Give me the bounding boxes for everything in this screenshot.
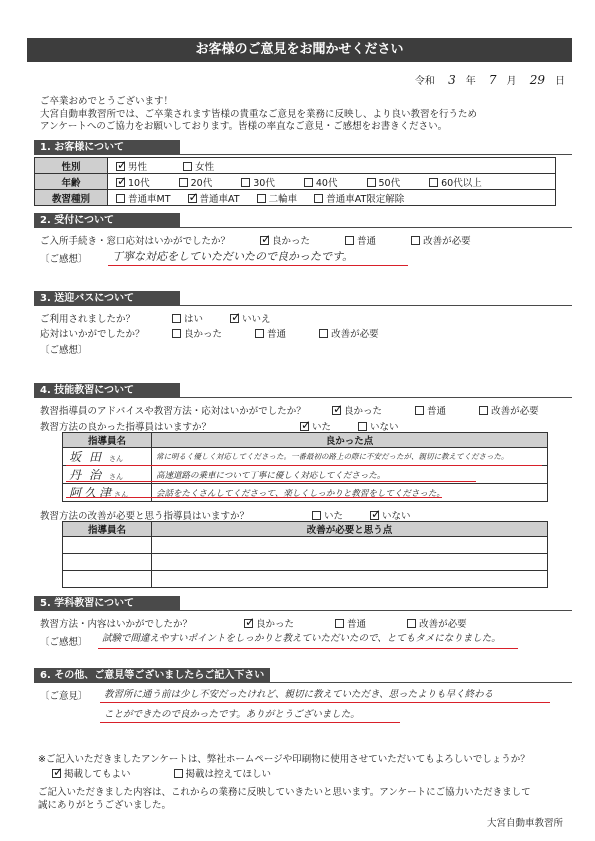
age-option-label: 40代 <box>315 177 338 189</box>
skill-good-checkbox[interactable] <box>332 406 341 415</box>
age-60s-checkbox[interactable] <box>429 178 438 187</box>
lecture-normal-checkbox[interactable] <box>335 619 344 628</box>
section-6-header: 6. その他、ご意見等ございましたらご記入下さい <box>34 668 270 683</box>
date-year[interactable]: 3 <box>448 73 456 87</box>
gender-label: 性別 <box>35 158 108 174</box>
section-1-header: 1. お客様について <box>34 140 180 155</box>
option-label: 良かった <box>256 619 295 630</box>
bad-table-header-name: 指導員名 <box>63 522 152 537</box>
section-divider <box>270 682 572 683</box>
good-instructor-no-checkbox[interactable] <box>358 422 367 431</box>
bus-usage-question: ご利用されましたか？ <box>40 314 136 325</box>
other-comment-label: 〔ご意見〕 <box>40 691 88 702</box>
lecture-improve-checkbox[interactable] <box>407 619 416 628</box>
consent-options <box>52 766 271 780</box>
red-underline <box>100 722 400 723</box>
gender-options <box>108 158 556 174</box>
instructor-name[interactable]: 阿久津 <box>69 486 115 500</box>
age-option-label: 60代以上 <box>441 177 482 189</box>
age-10s-checkbox[interactable] <box>116 178 125 187</box>
option-label: 改善が必要 <box>423 236 471 247</box>
reception-improve-checkbox[interactable] <box>411 236 420 245</box>
course-at-checkbox[interactable] <box>188 194 197 203</box>
instructor-good-point[interactable]: 高速道路の乗車について丁寧に優しく対応してくださった。 <box>156 470 386 481</box>
bad-instructor-question: 教習方法の改善が必要と思う指導員はいますか？ <box>40 511 250 522</box>
gender-male-label: 男性 <box>128 161 148 173</box>
option-label: 普通 <box>347 619 367 630</box>
option-label: いた <box>324 511 344 522</box>
course-option-label: 普通車AT <box>199 193 240 205</box>
section-divider <box>180 397 572 398</box>
lecture-comment[interactable]: 試験で間違えやすいポイントをしっかりと教えていただいたので、とてもタメになりました。 <box>102 633 501 644</box>
intro-line: ご卒業おめでとうございます！ <box>40 96 174 107</box>
bus-usage-options <box>172 311 271 325</box>
lecture-question: 教習方法・内容はいかがでしたか？ <box>40 619 193 630</box>
instructor-suffix: さん <box>114 491 129 499</box>
bad-instructor-yes-checkbox[interactable] <box>312 511 321 520</box>
age-50s-checkbox[interactable] <box>367 178 376 187</box>
red-underline <box>66 497 442 498</box>
option-label: いいえ <box>242 314 271 325</box>
date-day-unit: 日 <box>555 76 565 87</box>
bad-table-header-point: 改善が必要と思う点 <box>152 522 548 537</box>
bad-instructor-options <box>312 508 411 522</box>
age-option-label: 50代 <box>378 177 401 189</box>
course-option-label: 普通車MT <box>128 193 171 205</box>
section-3-header: 3. 送迎バスについて <box>34 291 180 306</box>
option-label: 改善が必要 <box>331 329 379 340</box>
red-underline <box>100 702 550 703</box>
table-row <box>63 484 548 502</box>
red-underline <box>66 481 476 482</box>
course-label: 教習種別 <box>35 190 108 206</box>
age-option-label: 10代 <box>128 177 150 189</box>
table-row <box>63 448 548 466</box>
option-label: いた <box>312 422 332 433</box>
table-row <box>63 537 548 554</box>
bus-good-checkbox[interactable] <box>172 329 181 338</box>
page-title: お客様のご意見をお聞かせください <box>27 38 572 62</box>
company-name: 大宮自動車教習所 <box>486 818 563 829</box>
section-2-header: 2. 受付について <box>34 213 180 228</box>
good-instructor-question: 教習方法の良かった指導員はいますか？ <box>40 422 212 433</box>
reception-normal-checkbox[interactable] <box>345 236 354 245</box>
reception-options <box>260 233 471 247</box>
option-label: いない <box>370 422 399 433</box>
gender-female-checkbox[interactable] <box>183 162 192 171</box>
skill-normal-checkbox[interactable] <box>415 406 424 415</box>
option-label: 良かった <box>344 406 383 417</box>
reception-comment[interactable]: 丁寧な対応をしていただいたので良かったです。 <box>112 250 354 263</box>
intro-line: アンケートへのご協力をお願いしております。皆様の率直なご意見・ご感想をお書きください。 <box>40 121 448 132</box>
age-option-label: 30代 <box>253 177 275 189</box>
bus-service-question: 応対はいかがでしたか？ <box>40 329 145 340</box>
bus-yes-checkbox[interactable] <box>172 314 181 323</box>
option-label: 普通 <box>427 406 447 417</box>
option-label: 良かった <box>272 236 311 247</box>
consent-question: ※ご記入いただきましたアンケートは、弊社ホームページや印刷物に使用させていただいてもよろしいでしょうか？ <box>38 754 530 765</box>
age-40s-checkbox[interactable] <box>304 178 313 187</box>
good-instructor-options <box>300 419 399 433</box>
date-year-unit: 年 <box>465 76 476 87</box>
date-field <box>415 72 565 87</box>
course-option-label: 二輪車 <box>268 193 298 205</box>
red-underline <box>98 648 518 649</box>
course-option-label: 普通車AT限定解除 <box>326 193 405 205</box>
good-instructor-yes-checkbox[interactable] <box>300 422 309 431</box>
bus-improve-checkbox[interactable] <box>319 329 328 338</box>
customer-info-table <box>34 157 556 206</box>
consent-allow-checkbox[interactable] <box>52 769 61 778</box>
option-label: 普通 <box>267 329 287 340</box>
section-4-header: 4. 技能教習について <box>34 383 180 398</box>
red-underline <box>66 465 542 466</box>
bus-no-checkbox[interactable] <box>230 314 239 323</box>
footer-text <box>38 787 531 812</box>
red-underline <box>108 265 408 266</box>
date-month-unit: 月 <box>506 76 517 87</box>
footer-line: 誠にありがとうございました。 <box>38 799 172 811</box>
bus-comment-label: 〔ご感想〕 <box>40 345 88 356</box>
skill-advice-options <box>332 403 539 417</box>
skill-improve-checkbox[interactable] <box>479 406 488 415</box>
section-divider <box>180 305 572 306</box>
skill-advice-question: 教習指導員のアドバイスや教習方法・応対はいかがでしたか？ <box>40 406 306 417</box>
instructor-name[interactable]: 坂田 <box>69 450 110 464</box>
instructor-suffix: さん <box>109 473 124 481</box>
date-day[interactable]: 29 <box>529 73 545 87</box>
footer-line: ご記入いただきました内容は、これからの業務に反映していきたいと思います。アンケートにご協力いただきまして <box>38 787 531 798</box>
section-divider <box>180 610 572 611</box>
course-at-release-checkbox[interactable] <box>314 194 323 203</box>
good-instructor-table <box>62 432 548 502</box>
instructor-good-point[interactable]: 常に明るく優しく対応してくださった。一番最初の路上の際に不安だったが、親切に教えてくださった。 <box>156 452 509 461</box>
date-era: 令和 <box>414 76 435 87</box>
age-option-label: 20代 <box>190 177 213 189</box>
age-20s-checkbox[interactable] <box>179 178 188 187</box>
option-label: 掲載は控えてほしい <box>185 769 272 780</box>
instructor-good-point[interactable]: 会話をたくさんしてくださって、楽しくしっかりと教習をしてくださった。 <box>156 488 445 499</box>
other-comment-line-2[interactable]: ことができたので良かったです。ありがとうございました。 <box>104 709 360 720</box>
good-table-header-point: 良かった点 <box>152 433 548 448</box>
other-comment-line-1[interactable]: 教習所に通う前は少し不安だったけれど、親切に教えていただき、思ったよりも早く終わる <box>104 689 494 700</box>
age-options <box>108 174 556 190</box>
reception-good-checkbox[interactable] <box>260 236 269 245</box>
good-table-header-name: 指導員名 <box>63 433 152 448</box>
lecture-comment-label: 〔ご感想〕 <box>40 637 88 648</box>
table-row <box>63 554 548 571</box>
gender-female-label: 女性 <box>195 161 215 173</box>
option-label: はい <box>184 314 204 325</box>
option-label: いない <box>382 511 411 522</box>
gender-male-checkbox[interactable] <box>116 162 125 171</box>
course-bike-checkbox[interactable] <box>257 194 266 203</box>
instructor-suffix: さん <box>109 455 124 463</box>
option-label: 普通 <box>357 236 377 247</box>
course-options <box>108 190 556 206</box>
bad-instructor-table <box>62 521 548 588</box>
consent-deny-checkbox[interactable] <box>174 769 183 778</box>
intro-line: 大宮自動車教習所では、ご卒業されます皆様の貴重なご意見を業務に反映し、より良い教習を行うため <box>40 108 478 120</box>
bus-service-options <box>172 326 379 340</box>
section-divider <box>180 227 572 228</box>
age-label: 年齢 <box>35 174 108 190</box>
date-month[interactable]: 7 <box>488 73 497 87</box>
option-label: 良かった <box>184 329 223 340</box>
reception-comment-label: 〔ご感想〕 <box>40 254 88 265</box>
section-5-header: 5. 学科教習について <box>34 596 180 611</box>
option-label: 掲載してもよい <box>64 769 131 780</box>
section-divider <box>180 154 572 155</box>
intro-text <box>40 96 565 134</box>
lecture-options <box>244 616 467 630</box>
lecture-good-checkbox[interactable] <box>244 619 253 628</box>
table-row <box>63 571 548 588</box>
bad-instructor-no-checkbox[interactable] <box>370 511 379 520</box>
bus-normal-checkbox[interactable] <box>255 329 264 338</box>
reception-question: ご入所手続き・窓口応対はいかがでしたか？ <box>40 236 231 247</box>
instructor-name[interactable]: 丹治 <box>69 468 110 482</box>
option-label: 改善が必要 <box>419 619 467 630</box>
age-30s-checkbox[interactable] <box>241 178 250 187</box>
option-label: 改善が必要 <box>491 406 539 417</box>
course-mt-checkbox[interactable] <box>116 194 125 203</box>
